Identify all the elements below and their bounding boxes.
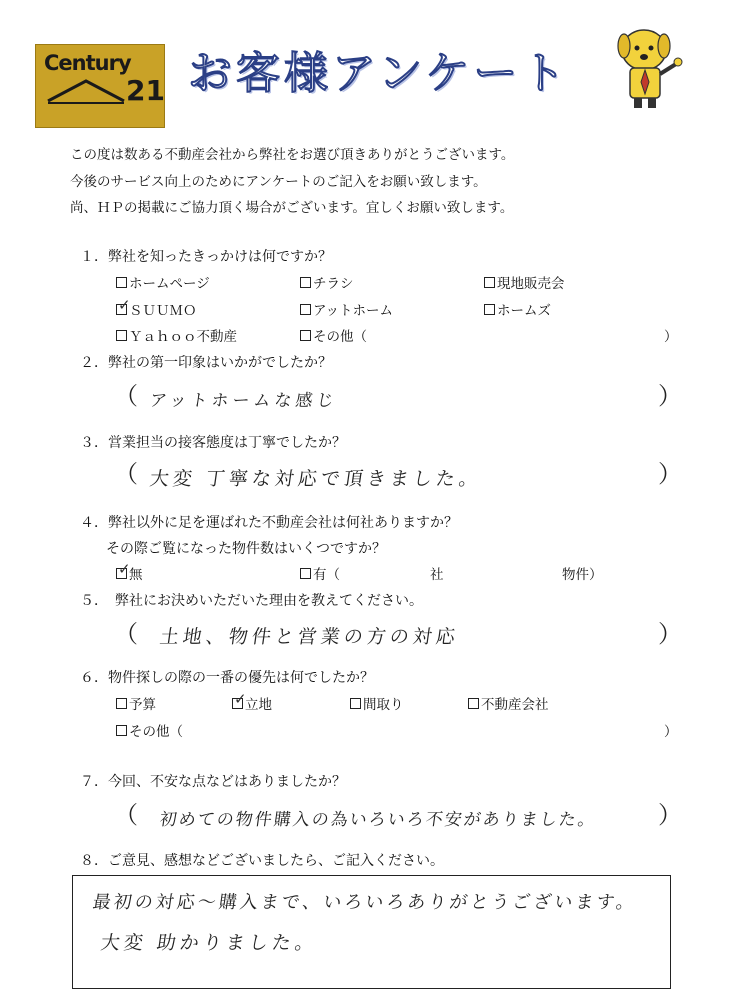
q1-option-other[interactable]: その他（ [300,325,367,345]
q2-answer[interactable]: アットホームな感じ [148,391,339,411]
century21-logo [35,44,165,128]
q6-option[interactable]: 間取り [350,693,404,713]
mascot-dog-icon [610,24,690,112]
q7-open-paren: （ [114,801,138,829]
logo-brand-text: Century [44,51,131,75]
comment-box[interactable] [72,875,671,989]
q8-answer-line-1: 最初の対応～購入まで、いろいろありがとうございます。 [91,892,639,913]
q6-option-checked[interactable]: ✓ 立地 [234,690,272,713]
checkbox[interactable] [484,277,495,288]
q6-label: ６．物件探しの際の一番の優先は何でしたか？ [80,670,374,686]
q4-option-none-checked[interactable]: ✓ 無 [118,560,143,583]
q4-option-yes[interactable]: 有（ [300,563,340,583]
checkbox-checked[interactable]: ✓ [234,690,247,708]
q1-option[interactable]: アットホーム [300,299,393,319]
checkbox[interactable] [300,277,311,288]
q3-close-paren: ） [658,460,682,488]
q1-option-checked[interactable]: ✓ ＳＵＵＭＯ [118,296,197,319]
checkbox[interactable] [300,568,311,579]
q1-option[interactable]: チラシ [300,272,354,292]
q1-option[interactable]: 現地販売会 [484,272,565,292]
q8-answer-line-2: 大変 助かりました。 [99,932,320,954]
q2-label: ２．弊社の第一印象はいかがでしたか？ [80,355,332,371]
house-roof-icon [46,75,126,105]
q6-option-other[interactable]: その他（ [116,720,183,740]
q4-label: ４．弊社以外に足を運ばれた不動産会社は何社ありますか？ [80,515,458,531]
q1-option[interactable]: ホームズ [484,299,551,319]
q6-option[interactable]: 予算 [116,693,156,713]
q3-answer[interactable]: 大変 丁寧な対応で頂きました。 [148,468,484,490]
checkbox[interactable] [300,330,311,341]
q5-open-paren: （ [114,620,138,648]
checkbox[interactable] [116,277,127,288]
q1-option[interactable]: Ｙａｈｏｏ不動産 [116,325,237,345]
q2-open-paren: （ [114,382,138,410]
q5-answer[interactable]: 土地、物件と営業の方の対応 [158,626,461,648]
checkbox-checked[interactable]: ✓ [118,560,131,578]
q1-option[interactable]: ホームページ [116,272,210,292]
q1-close-paren: ） [664,329,678,345]
q5-close-paren: ） [658,620,682,648]
checkbox[interactable] [116,725,127,736]
q3-open-paren: （ [114,460,138,488]
intro-line-2: 今後のサービス向上のためにアンケートのご記入をお願い致します。 [70,174,487,190]
q4-label-2: その際ご覧になった物件数はいくつですか？ [106,541,386,557]
checkbox[interactable] [116,698,127,709]
logo-number-text: 21 [126,74,165,107]
q7-close-paren: ） [658,801,682,829]
q7-label: ７．今回、不安な点などはありましたか？ [80,774,346,790]
checkbox-checked[interactable]: ✓ [118,296,131,314]
q2-close-paren: ） [658,382,682,410]
page-title: お客様アンケート [188,48,570,99]
checkbox[interactable] [468,698,479,709]
checkbox[interactable] [484,304,495,315]
intro-line-3: 尚、ＨＰの掲載にご協力頂く場合がございます。宜しくお願い致します。 [70,200,514,216]
q6-option[interactable]: 不動産会社 [468,693,549,713]
q4-unit-property: 物件） [562,567,603,583]
q4-unit-company: 社 [430,567,444,583]
q8-label: ８．ご意見、感想などございましたら、ご記入ください。 [80,853,444,869]
checkbox[interactable] [116,330,127,341]
q3-label: ３．営業担当の接客態度は丁寧でしたか？ [80,435,346,451]
checkbox[interactable] [350,698,361,709]
q5-label: ５． 弊社にお決めいただいた理由を教えてください。 [80,593,423,609]
intro-line-1: この度は数ある不動産会社から弊社をお選び頂きありがとうございます。 [70,147,515,163]
q1-label: １．弊社を知ったきっかけは何ですか？ [80,249,332,265]
q7-answer[interactable]: 初めての物件購入の為いろいろ不安がありました。 [158,810,599,830]
checkbox[interactable] [300,304,311,315]
q6-close-paren: ） [664,724,678,740]
